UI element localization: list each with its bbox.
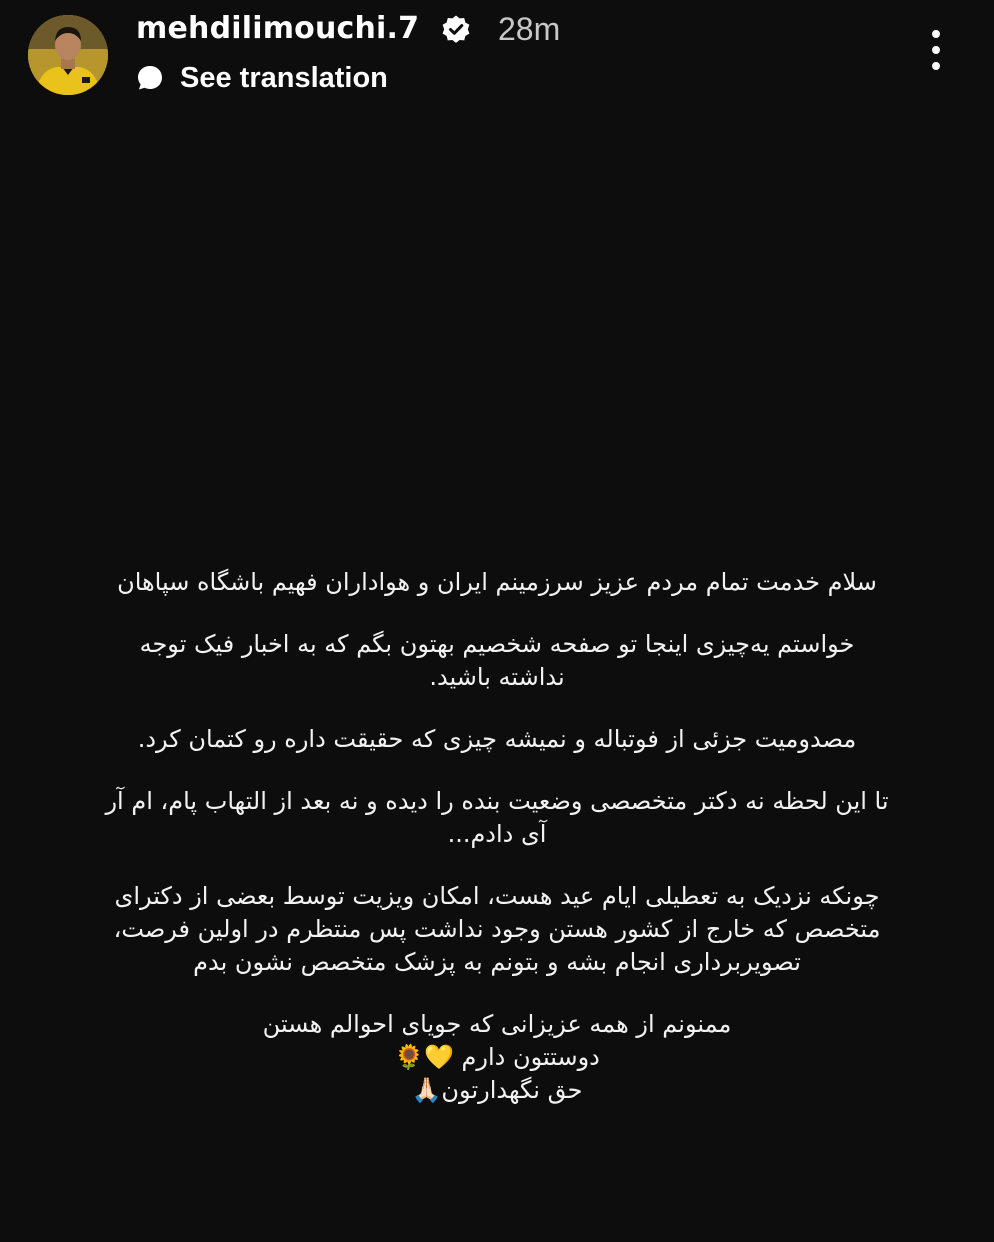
verified-badge-icon xyxy=(440,14,472,46)
avatar[interactable] xyxy=(28,15,108,95)
more-vertical-icon xyxy=(932,30,940,38)
text-line: مصدومیت جزئی از فوتباله و نمیشه چیزی که حقیقت داره رو کتمان کرد. xyxy=(137,725,857,753)
text-line: تصویربرداری انجام بشه و بتونم به پزشک متخصص نشون بدم xyxy=(193,948,801,976)
more-options-button[interactable] xyxy=(916,26,956,74)
paragraph-fake-news xyxy=(40,628,954,694)
paragraph-holiday xyxy=(40,880,954,979)
text-line: متخصص که خارج از کشور هستن وجود نداشت پس منتظرم در اولین فرصت، xyxy=(113,915,881,943)
text-line: ممنونم از همه عزیزانی که جویای احوالم هستن xyxy=(262,1010,732,1038)
paragraph-injury xyxy=(40,723,954,756)
text-line: سلام خدمت تمام مردم عزیز سرزمینم ایران و هواداران فهیم باشگاه سپاهان xyxy=(117,568,877,596)
story-text xyxy=(40,566,954,1107)
text-line: چونکه نزدیک به تعطیلی ایام عید هست، امکان ویزیت توسط بعضی از دکترای xyxy=(114,882,880,910)
more-vertical-icon xyxy=(932,62,940,70)
paragraph-thanks xyxy=(40,1008,954,1107)
see-translation-button[interactable] xyxy=(136,60,388,96)
text-line: نداشته باشید. xyxy=(429,663,565,691)
post-time: 28m xyxy=(498,11,561,47)
see-translation-label: See translation xyxy=(180,61,388,94)
username[interactable]: mehdilimouchi.7 xyxy=(136,11,420,46)
story-header xyxy=(0,0,994,110)
paragraph-mri xyxy=(40,785,954,851)
paragraph-greeting xyxy=(40,566,954,599)
text-line: تا این لحظه نه دکتر متخصصی وضعیت بنده را دیده و نه بعد از التهاب پام، ام آر xyxy=(105,787,889,815)
text-line: دوستتون دارم 💛🌻 xyxy=(394,1043,600,1071)
speech-bubble-icon xyxy=(136,64,164,92)
text-line: آی دادم... xyxy=(447,820,547,848)
text-line: خواستم یه‌چیزی اینجا تو صفحه شخصیم بهتون بگم که به اخبار فیک توجه xyxy=(139,630,855,658)
more-vertical-icon xyxy=(932,46,940,54)
text-line: حق نگهدارتون🙏🏻 xyxy=(411,1076,583,1104)
